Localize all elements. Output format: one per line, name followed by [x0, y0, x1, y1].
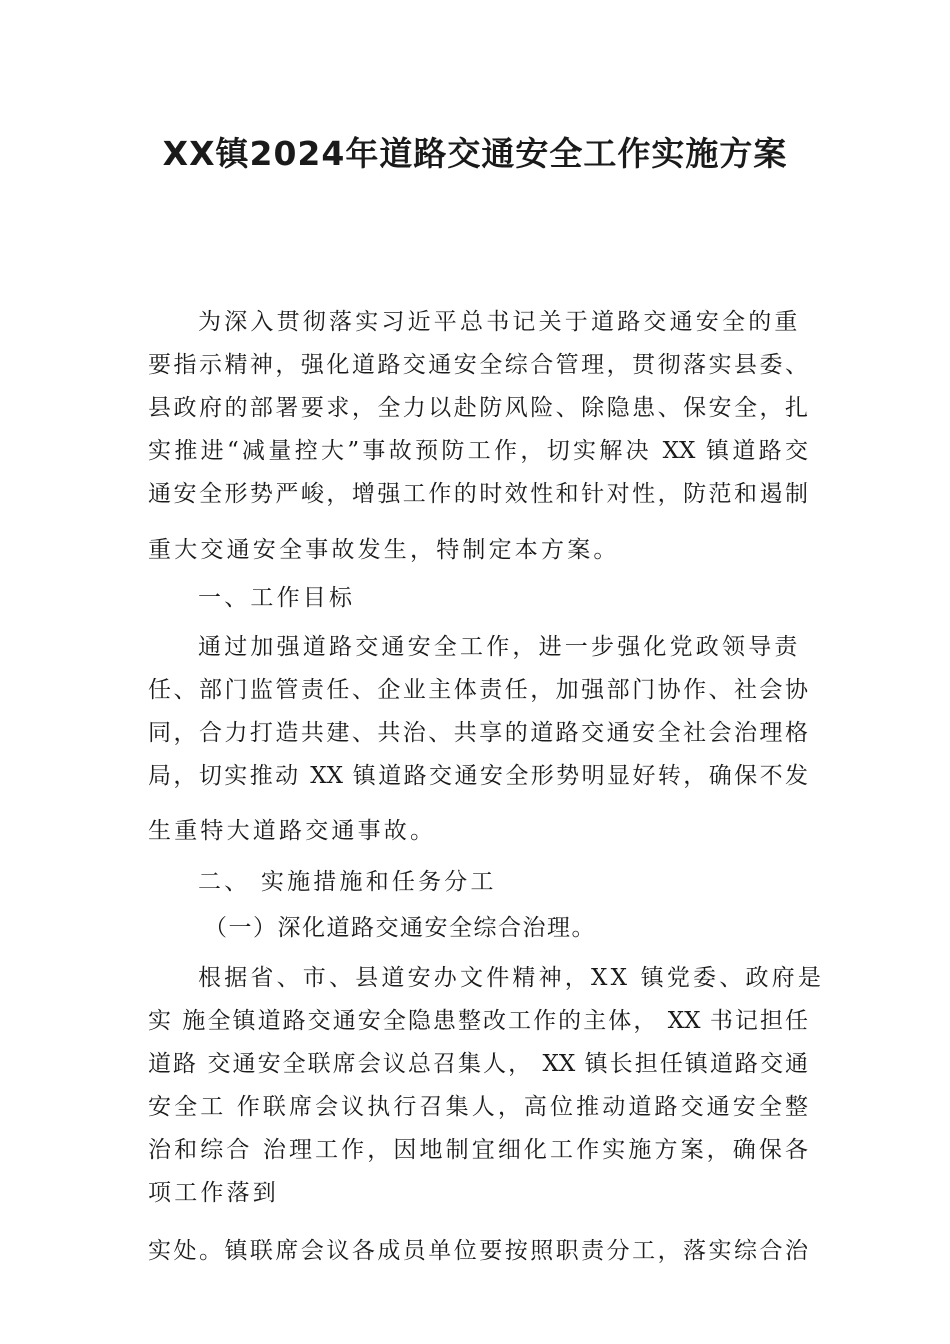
paragraph-line: 安全工 作联席会议执行召集人，高位推动道路交通安全整 — [148, 1094, 808, 1120]
paragraph-line: 道路 交通安全联席会议总召集人， XX 镇长担任镇道路交通 — [148, 1051, 808, 1077]
paragraph-line: 实 施全镇道路交通安全隐患整改工作的主体， XX 书记担任 — [148, 1008, 808, 1034]
paragraph-line: 要指示精神，强化道路交通安全综合管理，贯彻落实县委、 — [148, 352, 808, 378]
subsection-heading: （一）深化道路交通安全综合治理。 — [204, 915, 596, 941]
paragraph-line: 实推进“减量控大”事故预防工作，切实解决 XX 镇道路交 — [148, 438, 808, 464]
paragraph-line: 同，合力打造共建、共治、共享的道路交通安全社会治理格 — [148, 720, 808, 746]
paragraph-line: 治和综合 治理工作，因地制宜细化工作实施方案，确保各 — [148, 1137, 808, 1163]
paragraph-line: 生重特大道路交通事故。 — [148, 818, 437, 844]
paragraph-line: 根据省、市、县道安办文件精神，XX 镇党委、政府是 — [198, 965, 825, 991]
paragraph-line: 通安全形势严峻，增强工作的时效性和针对性，防范和遏制 — [148, 481, 808, 507]
paragraph-line: 县政府的部署要求，全力以赴防风险、除隐患、保安全，扎 — [148, 395, 808, 421]
paragraph-line: 项工作落到 — [148, 1180, 279, 1206]
paragraph-line: 局，切实推动 XX 镇道路交通安全形势明显好转，确保不发 — [148, 763, 808, 789]
paragraph-line: 通过加强道路交通安全工作，进一步强化党政领导责 — [198, 634, 801, 660]
paragraph-line: 重大交通安全事故发生，特制定本方案。 — [148, 537, 620, 563]
document-title: XX镇2024年道路交通安全工作实施方案 — [162, 134, 788, 173]
section-heading: 一、工作目标 — [198, 585, 356, 611]
paragraph-line: 任、部门监管责任、企业主体责任，加强部门协作、社会协 — [148, 677, 808, 703]
section-heading: 二、 实施措施和任务分工 — [198, 869, 497, 895]
paragraph-line: 实处。镇联席会议各成员单位要按照职责分工，落实综合治 — [148, 1238, 808, 1264]
paragraph-line: 为深入贯彻落实习近平总书记关于道路交通安全的重 — [198, 309, 801, 335]
